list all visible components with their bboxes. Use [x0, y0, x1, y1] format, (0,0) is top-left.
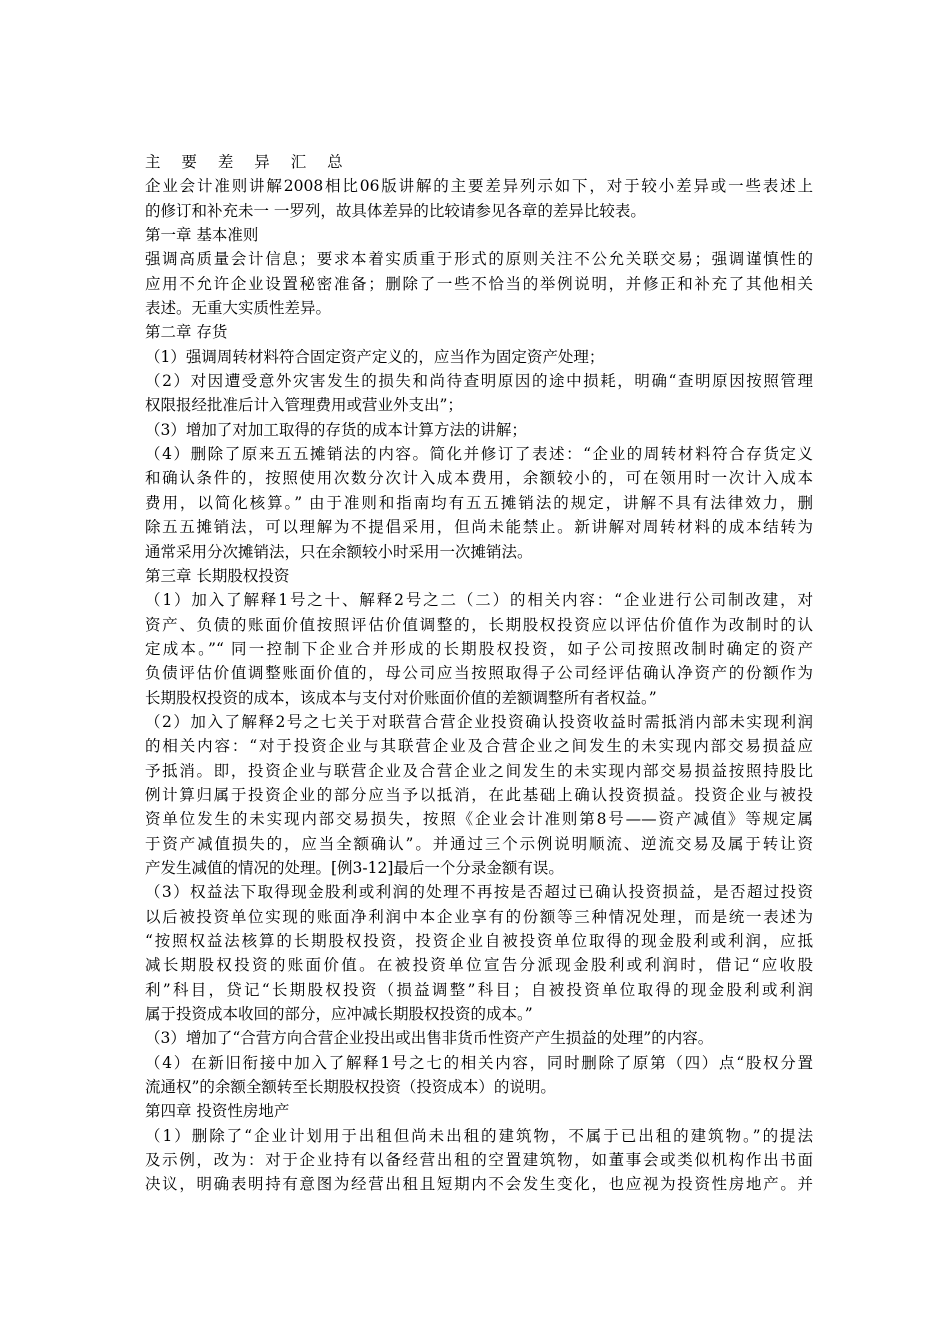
paragraph-line: （3）增加了“合营方向合营企业投出或出售非货币性资产产生损益的处理”的内容。: [145, 1029, 714, 1048]
paragraph-line: 流通权”的余额全额转至长期股权投资（投资成本）的说明。: [145, 1078, 556, 1097]
paragraph-line: 和确认条件的，按照使用次数分次计入成本费用，余额较小的，可在领用时一次计入成本: [145, 469, 813, 488]
paragraph-line: 产发生减值的情况的处理。[例3-12]最后一个分录金额有误。: [145, 858, 564, 877]
paragraph-line: 的相关内容：“对于投资企业与其联营企业及合营企业之间发生的未实现内部交易损益应: [145, 737, 813, 756]
paragraph-line: （2）对因遭受意外灾害发生的损失和尚待查明原因的途中损耗，明确“查明原因按照管理: [145, 372, 813, 391]
chapter-heading: 第四章 投资性房地产: [145, 1102, 290, 1121]
paragraph-line: 资产、负债的账面价值按照评估价值调整的，长期股权投资应以评估价值作为改制时的认: [145, 615, 813, 634]
paragraph-line: 定成本。”“ 同一控制下企业合并形成的长期股权投资，如子公司按照改制时确定的资产: [145, 639, 813, 658]
paragraph-line: （3）增加了对加工取得的存货的成本计算方法的讲解；: [145, 420, 527, 439]
paragraph-line: （4）删除了原来五五摊销法的内容。简化并修订了表述：“企业的周转材料符合存货定义: [145, 445, 813, 464]
paragraph-line: 除五五摊销法，可以理解为不提倡采用，但尚未能禁止。新讲解对周转材料的成本结转为: [145, 518, 813, 537]
paragraph-line: （4）在新旧衔接中加入了解释1号之七的相关内容，同时删除了原第（四）点“股权分置: [145, 1053, 813, 1072]
paragraph-line: “按照权益法核算的长期股权投资，投资企业自被投资单位取得的现金股利或利润，应抵: [145, 932, 813, 950]
paragraph-line: 决议，明确表明持有意图为经营出租且短期内不会发生变化，也应视为投资性房地产。并: [145, 1175, 813, 1194]
paragraph-line: 属于投资成本收回的部分，应冲减长期股权投资的成本。”: [145, 1005, 533, 1024]
paragraph-line: 长期股权投资的成本，该成本与支付对价账面价值的差额调整所有者权益。”: [145, 688, 657, 707]
intro-line: 企业会计准则讲解2008相比06版讲解的主要差异列示如下，对于较小差异或一些表述上: [145, 177, 813, 196]
paragraph-line: （2）加入了解释2号之七关于对联营合营企业投资确认投资收益时需抵消内部未实现利润: [145, 712, 813, 731]
paragraph-line: 强调高质量会计信息；要求本着实质重于形式的原则关注不公允关联交易；强调谨慎性的: [145, 250, 813, 269]
paragraph-line: 费用，以简化核算。” 由于准则和指南均有五五摊销法的规定，讲解不具有法律效力，删: [145, 493, 813, 512]
document-page: [145, 150, 813, 1197]
paragraph-line: （3）权益法下取得现金股利或利润的处理不再按是否超过已确认投资损益，是否超过投资: [145, 883, 813, 902]
paragraph-line: 于资产减值损失的，应当全额确认”。并通过三个示例说明顺流、逆流交易及属于转让资: [145, 834, 813, 853]
intro-line: 的修订和补充未一 一罗列，故具体差异的比较请参见各章的差异比较表。: [145, 201, 646, 220]
paragraph-line: 权限报经批准后计入管理费用或营业外支出”；: [145, 396, 463, 415]
paragraph-line: 例计算归属于投资企业的部分应当予以抵消，在此基础上确认投资损益。投资企业与被投: [145, 785, 813, 804]
paragraph-line: 利”科目，贷记“长期股权投资（损益调整”科目；自被投资单位取得的现金股利或利润: [145, 980, 813, 999]
paragraph-line: 予抵消。即，投资企业与联营企业及合营企业之间发生的未实现内部交易损益按照持股比: [145, 761, 813, 780]
paragraph-line: 负债评估价值调整账面价值的，母公司应当按照取得子公司经评估确认净资产的份额作为: [145, 664, 813, 683]
chapter-heading: 第一章 基本准则: [145, 226, 259, 245]
paragraph-line: 表述。无重大实质性差异。: [145, 299, 332, 318]
paragraph-line: （1）强调周转材料符合固定资产定义的，应当作为固定资产处理；: [145, 347, 605, 366]
paragraph-line: 减长期股权投资的账面价值。在被投资单位宣告分派现金股利或利润时，借记“应收股: [145, 956, 813, 975]
paragraph-line: 及示例，改为：对于企业持有以备经营出租的空置建筑物，如董事会或类似机构作出书面: [145, 1151, 813, 1170]
paragraph-line: 以后被投资单位实现的账面净利润中本企业享有的份额等三种情况处理，而是统一表述为: [145, 907, 813, 926]
chapter-heading: 第三章 长期股权投资: [145, 566, 290, 585]
paragraph-line: （1）删除了“企业计划用于出租但尚未出租的建筑物，不属于已出租的建筑物。”的提法: [145, 1126, 813, 1145]
paragraph-line: （1）加入了解释1号之十、解释2号之二（二）的相关内容：“企业进行公司制改建，对: [145, 591, 813, 610]
paragraph-line: 资单位发生的未实现内部交易损失，按照《企业会计准则第8号——资产减值》等规定属: [145, 810, 813, 829]
document-title: 主 要 差 异 汇 总: [145, 153, 351, 171]
chapter-heading: 第二章 存货: [145, 323, 228, 342]
paragraph-line: 通常采用分次摊销法，只在余额较小时采用一次摊销法。: [145, 542, 533, 561]
paragraph-line: 应用不允许企业设置秘密准备；删除了一些不恰当的举例说明，并修正和补充了其他相关: [145, 274, 813, 293]
